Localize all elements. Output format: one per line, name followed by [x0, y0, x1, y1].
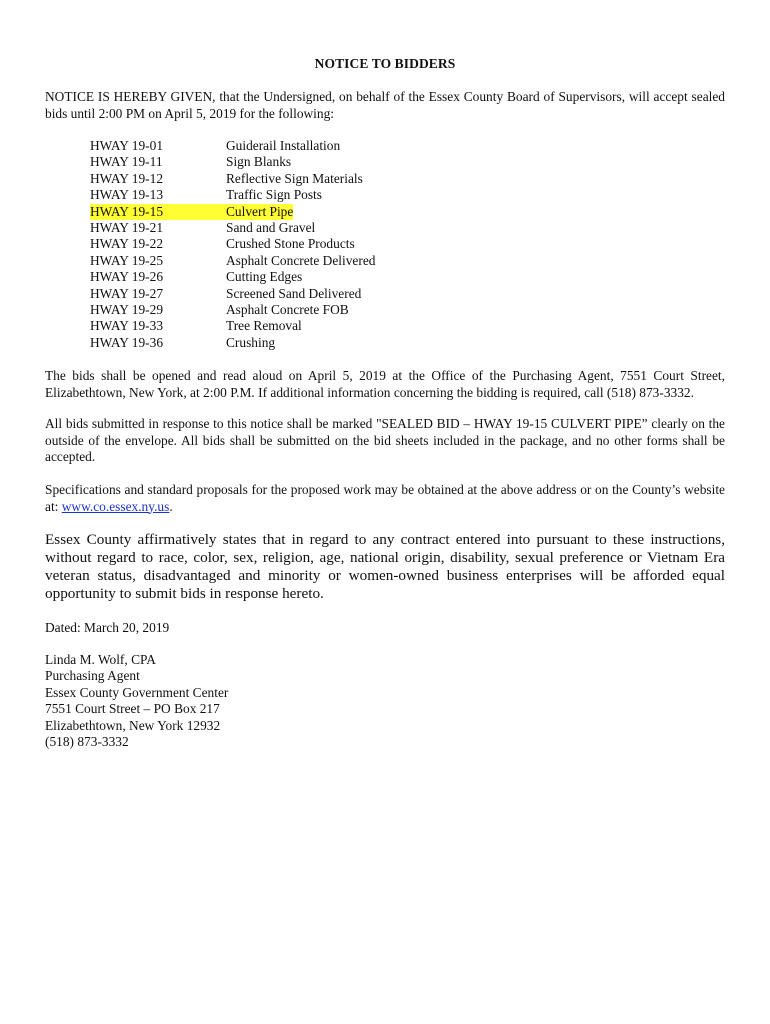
bid-description: Sign Blanks: [226, 154, 292, 170]
bid-code: HWAY 19-26: [90, 269, 164, 285]
signer-office: Essex County Government Center: [45, 684, 229, 700]
bid-description-highlighted: Culvert Pipe: [226, 203, 294, 219]
bid-row: [90, 318, 490, 334]
specs-paragraph: [45, 482, 725, 515]
bid-description: Traffic Sign Posts: [226, 187, 322, 203]
bid-description: Screened Sand Delivered: [226, 285, 362, 301]
bid-row: [90, 171, 490, 187]
bid-code: HWAY 19-36: [90, 334, 164, 350]
bid-row: [90, 302, 490, 318]
bid-row: [90, 220, 490, 236]
opening-paragraph: The bids shall be opened and read aloud on April 5, 2019 at the Office of the Purchasing Agent, 7551 Court Street, Elizabethtown, New York, at 2:00 P.M. If additional information concerning the bidding is required, call (518) 873-3332.: [45, 368, 725, 400]
bid-row: [90, 253, 490, 269]
website-link[interactable]: www.co.essex.ny.us: [61, 498, 170, 514]
bid-row: [90, 335, 490, 351]
bid-code: HWAY 19-33: [90, 318, 164, 334]
bid-row: [90, 154, 490, 170]
signer-street: 7551 Court Street – PO Box 217: [45, 701, 220, 717]
bid-description: Reflective Sign Materials: [226, 170, 363, 186]
page-title: NOTICE TO BIDDERS: [314, 56, 456, 71]
bid-code: HWAY 19-01: [90, 138, 164, 153]
signer-city: Elizabethtown, New York 12932: [45, 717, 221, 733]
specs-text: Specifications and standard proposals for the proposed work may be obtained at the above address or on the County’s website at:: [45, 482, 725, 514]
bid-code-highlighted: HWAY 19-15: [90, 204, 226, 220]
bid-description: Asphalt Concrete FOB: [226, 301, 349, 317]
bid-description: Guiderail Installation: [226, 138, 341, 153]
bid-row: [90, 187, 490, 203]
signer-name: Linda M. Wolf, CPA: [45, 652, 156, 667]
intro-paragraph: NOTICE IS HEREBY GIVEN, that the Undersigned, on behalf of the Essex County Board of Supervisors, will accept sealed bids until 2:00 PM on April 5, 2019 for the following:: [45, 89, 725, 121]
bid-description: Crushing: [226, 334, 276, 350]
bid-code: HWAY 19-21: [90, 219, 164, 235]
bid-list: [90, 138, 490, 351]
bid-row: [90, 269, 490, 285]
bid-row: [90, 286, 490, 302]
signature-block: [45, 652, 228, 750]
dated-line: Dated: March 20, 2019: [45, 620, 170, 635]
bid-description: Sand and Gravel: [226, 219, 316, 235]
specs-suffix: .: [169, 498, 173, 514]
bid-code: HWAY 19-12: [90, 170, 164, 186]
signer-phone: (518) 873-3332: [45, 734, 129, 750]
bid-row: [90, 138, 490, 154]
bid-code: HWAY 19-22: [90, 236, 164, 252]
equal-opportunity-paragraph: Essex County affirmatively states that in regard to any contract entered into pursuant to these instructions, without regard to race, color, sex, religion, age, national origin, disability, sexual preference or Vietnam Era veteran status, disadvantaged and minority or women-owned business enterprises will be afforded equal opportunity to submit bids in response hereto.: [45, 531, 725, 602]
bid-code: HWAY 19-25: [90, 252, 164, 268]
bid-code: HWAY 19-11: [90, 154, 163, 170]
signer-title: Purchasing Agent: [45, 668, 140, 684]
bid-description: Crushed Stone Products: [226, 236, 355, 252]
marking-paragraph: All bids submitted in response to this notice shall be marked "SEALED BID – HWAY 19-15 CULVERT PIPE” clearly on the outside of the envelope. All bids shall be submitted on the bid sheets included in the package, and no other forms shall be accepted.: [45, 416, 725, 464]
bid-code: HWAY 19-27: [90, 285, 164, 301]
bid-code: HWAY 19-13: [90, 187, 164, 203]
bid-row-highlighted: [90, 204, 490, 220]
bid-description: Tree Removal: [226, 318, 302, 334]
bid-description: Cutting Edges: [226, 269, 303, 285]
bid-description: Asphalt Concrete Delivered: [226, 252, 376, 268]
bid-row: [90, 236, 490, 252]
bid-code: HWAY 19-29: [90, 301, 164, 317]
